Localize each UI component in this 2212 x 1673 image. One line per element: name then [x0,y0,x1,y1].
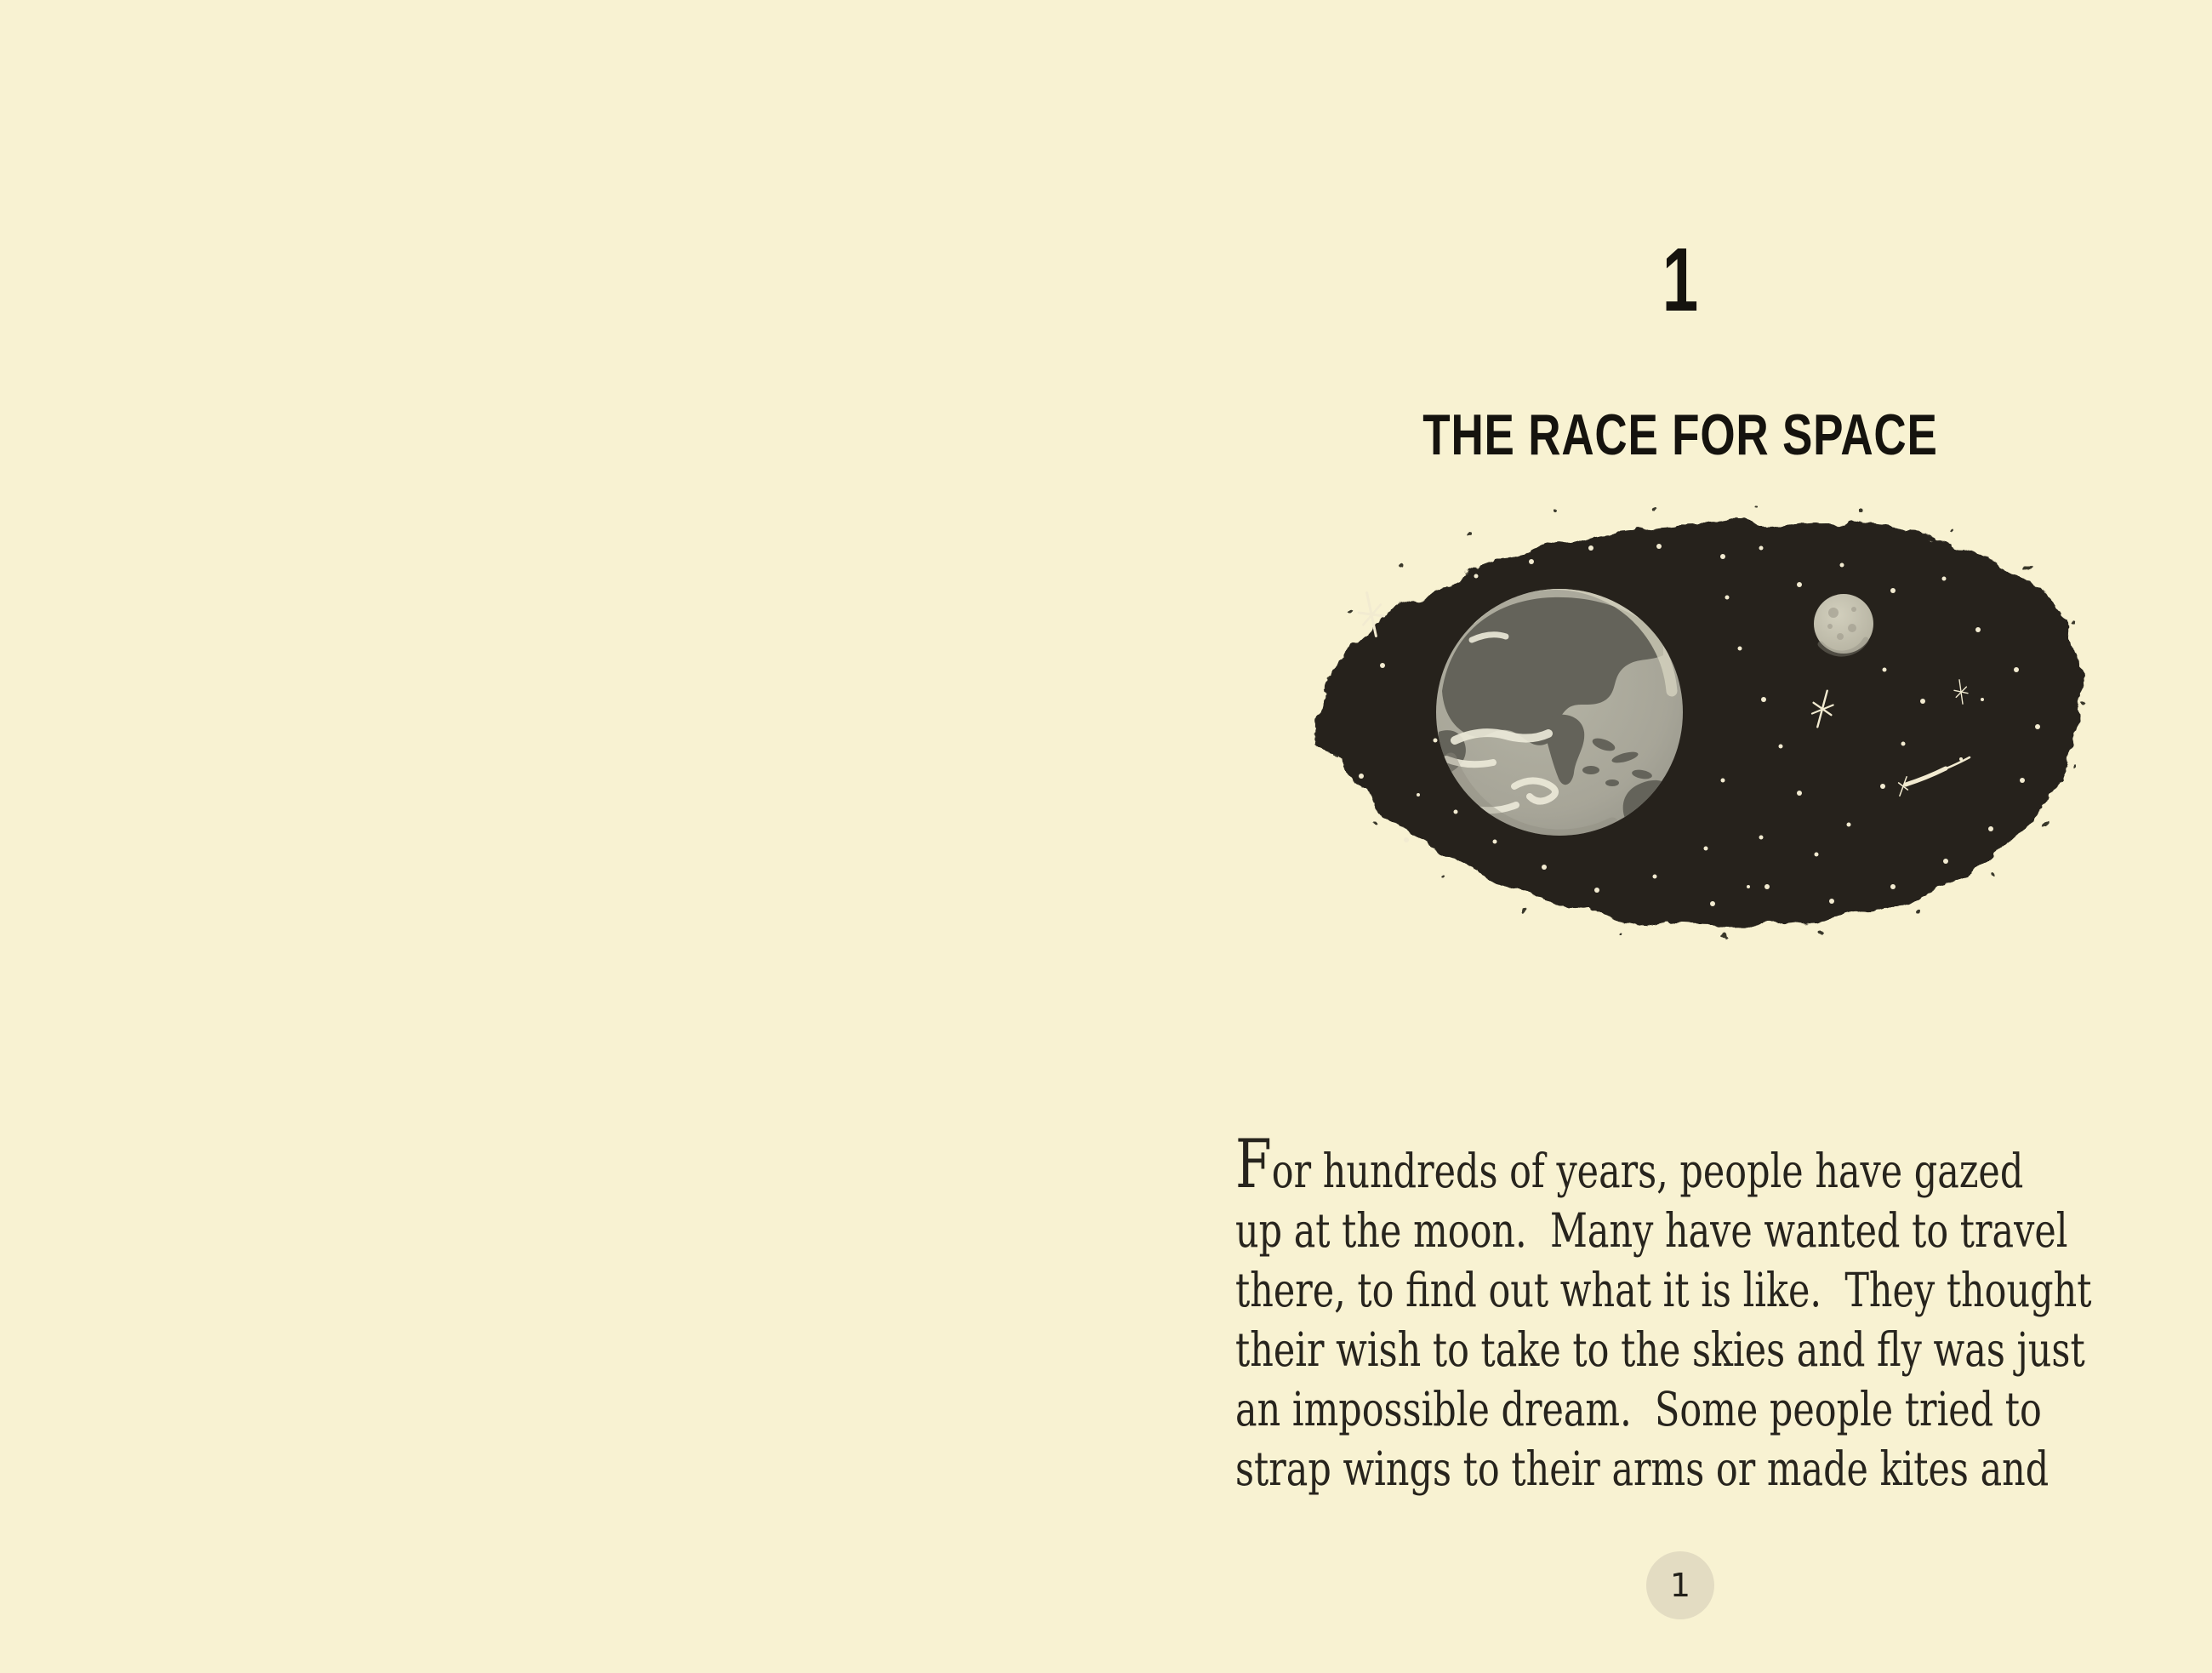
moon-illustration [1814,594,1873,654]
drop-cap: F [1235,1125,1272,1203]
chapter-number: 1 [1662,230,1699,330]
paragraph-line: their wish to take to the skies and fly was just [1235,1322,2085,1377]
ink-blob [1317,502,2089,939]
chapter-title: THE RACE FOR SPACE [1422,403,1938,467]
paragraph-line: an impossible dream. Some people tried to [1235,1382,2042,1436]
paragraph-line: there, to find out what it is like. They thought [1235,1263,2092,1317]
paragraph-line: For hundreds of years, people have gazed [1235,1125,2024,1203]
page-number: 1 [1669,1567,1691,1604]
paragraph-line: strap wings to their arms or made kites and [1235,1442,2050,1496]
space-illustration [1297,487,2093,942]
paragraph-line: up at the moon. Many have wanted to travel [1235,1203,2068,1258]
page-number-badge [1646,1551,1714,1619]
book-page [1127,0,2212,1673]
body-paragraph [1235,1125,2138,1499]
